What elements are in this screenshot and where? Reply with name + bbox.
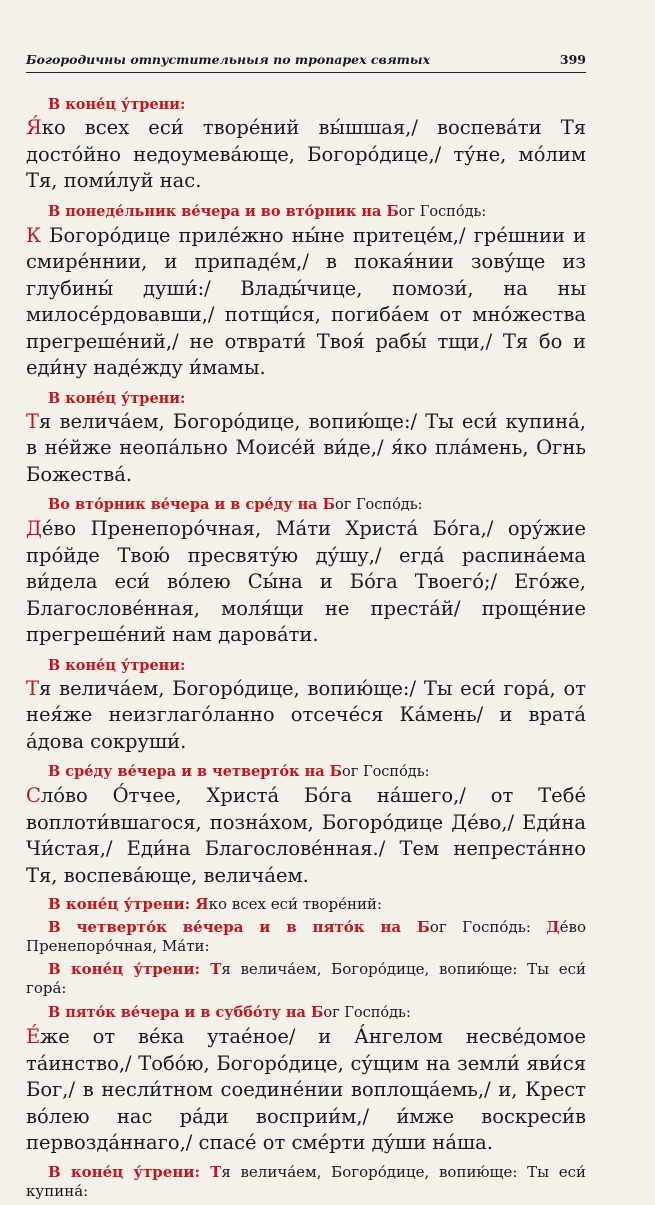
initial-letter: Т	[26, 409, 40, 433]
initial-letter: К	[26, 223, 42, 247]
initial-letter: Т	[26, 676, 40, 700]
small-rubric-line-1: В коне́ц у́трени: Яко всех еси́ творе́ний:	[48, 895, 383, 913]
rubric-thursday: В пято́к ве́чера и в суббо́ту на Бог Госпо́дь:	[48, 1004, 411, 1021]
small-rubric-line-3: В коне́ц у́трени: Тя велича́ем, Богоро́дице, вопию́ще: Ты еси́ гора́:	[26, 960, 586, 997]
hymn-megalynarion-1: Тя велича́ем, Богоро́дице, вопию́ще:/ Ты еси́ купина́, в не́йже неопа́льно Моисе́й ви́де,/ я́ко пла́мень, Огнь Божества́.	[26, 409, 586, 486]
rubric-monday: В понеде́льник ве́чера и во вто́рник на Бог Госпо́дь:	[48, 202, 487, 220]
page-body	[26, 94, 586, 1205]
running-header	[26, 48, 586, 73]
small-rubric-line-last: В коне́ц у́трени: Тя велича́ем, Богоро́дице, вопию́ще: Ты еси́ купина́:	[26, 1162, 586, 1200]
hymn-megalynarion-2: Тя велича́ем, Богоро́дице, вопию́ще:/ Ты еси́ гора́, от нея́же неизглаго́ланно отсече́ся Ка́мень/ и врата́ а́дова сокруши́.	[26, 676, 586, 753]
hymn-theotokion-4: Сло́во О́тчее, Христа́ Бо́га на́шего,/ от Тебе́ воплоти́вшагося, позна́хом, Богоро́дице Де́во,/ Еди́на Чи́стая,/ Еди́на Благослове́нная./ Тем непреста́нно Тя, воспева́юще, велича́ем.	[26, 784, 586, 887]
initial-letter: Я́	[26, 116, 42, 139]
hymn-theotokion-5: Е́же от ве́ка утае́ное/ и А́нгелом несве́домое та́инство,/ Тобо́ю, Богоро́дице, су́щим на земли́ яви́ся Бог,/ в несли́тном соедине́нии воплоща́емь,/ и, Крест во́лею нас ра́ди восприи́м,/ и́мже воскреси́в первозда́ннаго,/ спасе́ от сме́рти ду́ши на́ша.	[26, 1025, 586, 1154]
hymn-theotokion-3: Де́во Пренепоро́чная, Ма́ти Христа́ Бо́га,/ ору́жие про́йде Твою́ пресвяту́ю ду́шу,/ егда́ распина́ема ви́дела еси́ во́лею Сы́на и Бо́га Твоего́;/ Его́же, Благослове́нная, моля́щи не преста́й/ проще́ние прегреше́ний нам дарова́ти.	[26, 517, 586, 646]
rubric-end-matins-1: В коне́ц у́трени:	[48, 96, 186, 113]
initial-letter: Е́	[26, 1025, 41, 1048]
hymn-theotokion-2: К Богоро́дице приле́жно ны́не притеце́м,/ гре́шнии и смире́ннии, и припаде́м,/ в покая́нии зову́ще из глубины́ души́:/ Влады́чице, помози́, на ны милосе́рдовавши,/ потщи́ся, погиба́ем от мно́жества прегреше́ний,/ не отврати́ Твоя́ рабы́ тщи,/ Тя бо и еди́ну наде́жду и́мамы.	[26, 223, 586, 379]
running-title: Богородичны отпустительныя по тропарех святых	[26, 52, 431, 67]
initial-letter: С	[26, 784, 41, 807]
rubric-end-matins-3: В коне́ц у́трени:	[48, 656, 186, 674]
rubric-tuesday: Во вто́рник ве́чера и в сре́ду на Бог Госпо́дь:	[48, 496, 423, 513]
small-rubric-line-2: В четверто́к ве́чера и в пято́к на Бог Госпо́дь: Де́во Пренепоро́чная, Ма́ти:	[26, 918, 586, 955]
hymn-theotokion-1: Я́ко всех еси́ творе́ний вы́шшая,/ воспева́ти Тя досто́йно недоумева́юще, Богоро́дице,/ ту́не, мо́лим Тя, поми́луй нас.	[26, 116, 586, 192]
initial-letter: Д	[26, 517, 42, 540]
page-number: 399	[559, 52, 586, 67]
rubric-wednesday: В сре́ду ве́чера и в четверто́к на Бог Госпо́дь:	[48, 763, 430, 780]
rubric-end-matins-2: В коне́ц у́трени:	[48, 389, 186, 407]
